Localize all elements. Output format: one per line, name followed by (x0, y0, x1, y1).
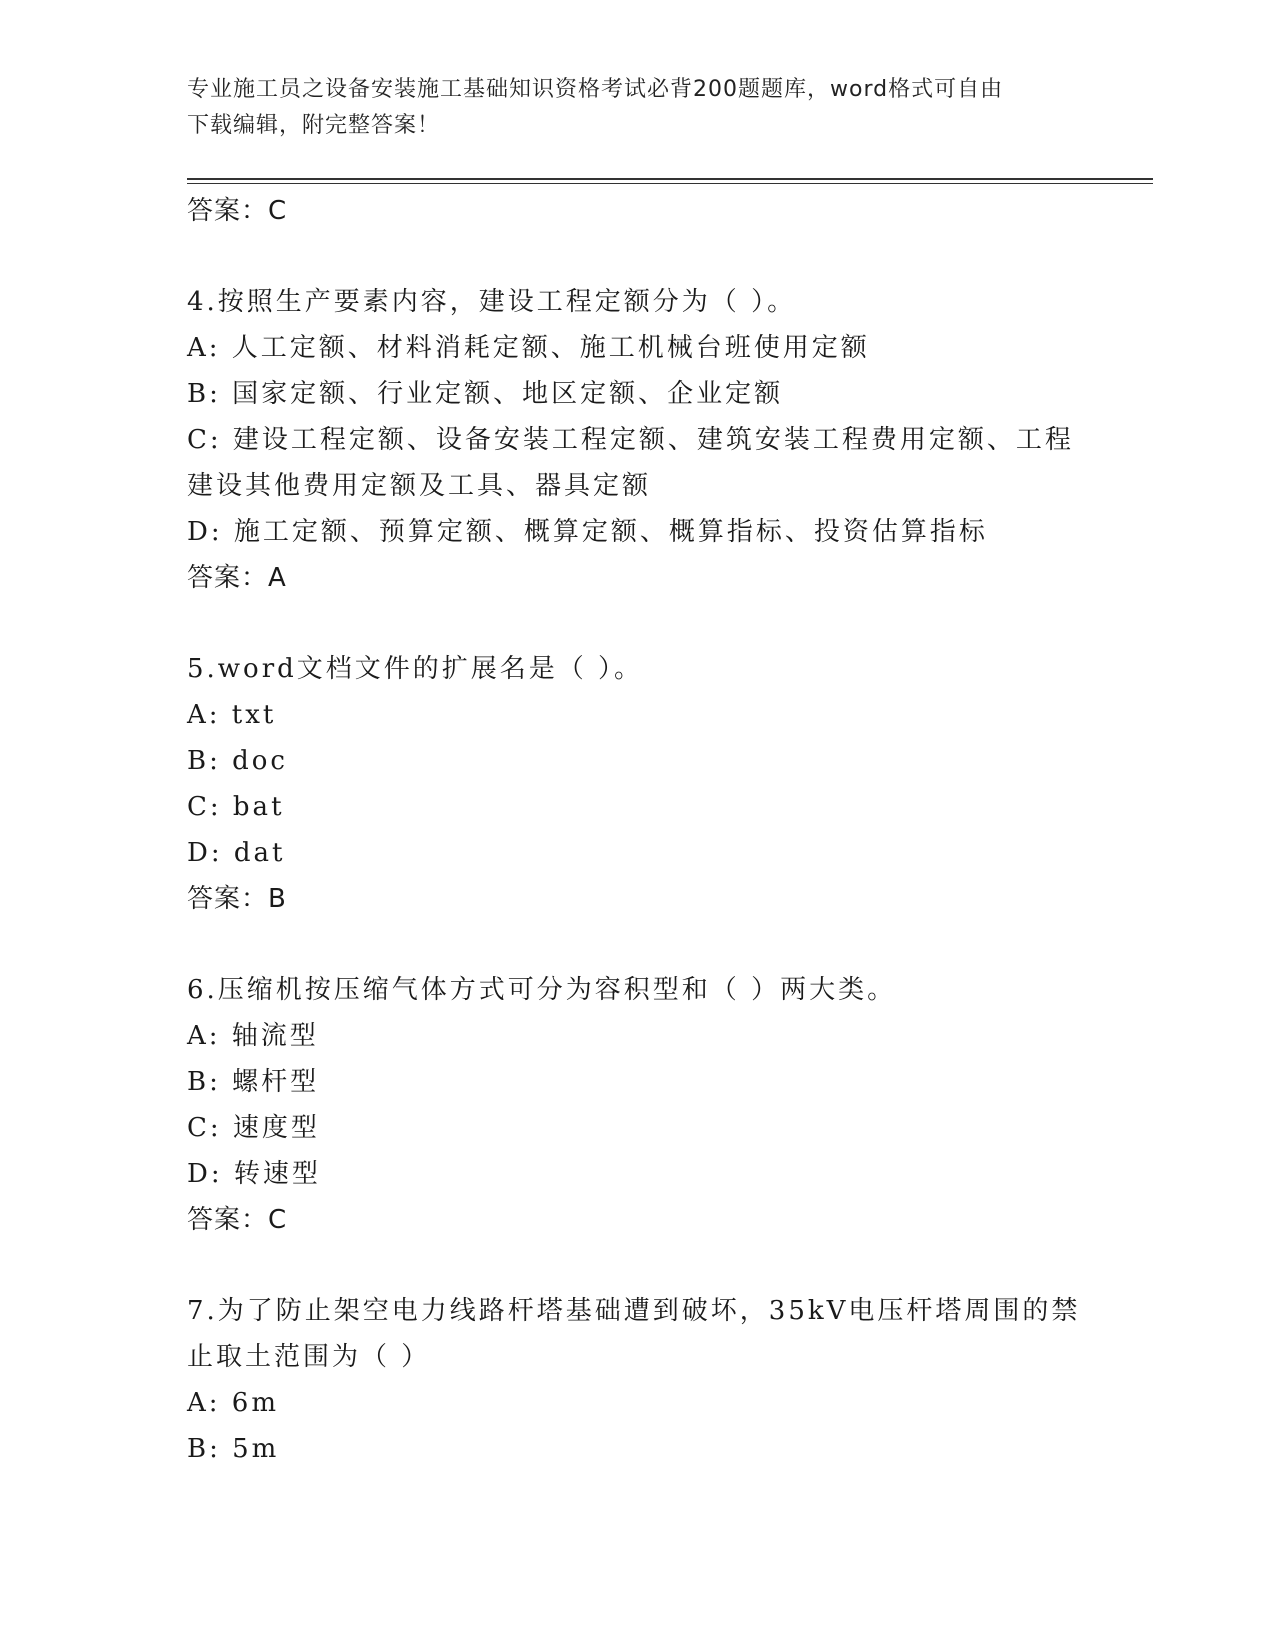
option-b: B: 国家定额、行业定额、地区定额、企业定额 (187, 379, 784, 409)
answer: 答案：C (187, 1205, 288, 1235)
option-b: B: doc (187, 746, 288, 776)
spacer (187, 922, 1087, 967)
answer: 答案：A (187, 563, 287, 593)
option-c: C: 速度型 (187, 1113, 320, 1143)
question-stem: 5.word文档文件的扩展名是（ ）。 (187, 654, 644, 684)
question-7 (187, 1288, 1087, 1472)
option-b: B: 螺杆型 (187, 1067, 320, 1097)
option-c: C: 建设工程定额、设备安装工程定额、建筑安装工程费用定额、工程 (187, 425, 1074, 455)
option-a: A: 人工定额、材料消耗定额、施工机械台班使用定额 (187, 333, 870, 363)
option-a: A: txt (187, 700, 277, 730)
option-c-continued: 建设其他费用定额及工具、器具定额 (187, 471, 652, 501)
question-stem: 4.按照生产要素内容，建设工程定额分为（ ）。 (187, 287, 797, 317)
option-b: B: 5m (187, 1434, 280, 1464)
previous-answer: 答案：C (187, 196, 288, 226)
question-4 (187, 279, 1087, 601)
spacer (187, 601, 1087, 646)
option-d: D: dat (187, 838, 286, 868)
question-5 (187, 646, 1087, 922)
answer: 答案：B (187, 884, 287, 914)
option-c: C: bat (187, 792, 285, 822)
document-header (187, 72, 1067, 144)
option-d: D: 转速型 (187, 1159, 321, 1189)
spacer (187, 1243, 1087, 1288)
question-stem: 6.压缩机按压缩气体方式可分为容积型和（ ）两大类。 (187, 975, 897, 1005)
question-6 (187, 967, 1087, 1243)
header-title-line-2: 下载编辑，附完整答案！ (187, 113, 441, 138)
question-stem: 7.为了防止架空电力线路杆塔基础遭到破坏，35kV电压杆塔周围的禁 (187, 1296, 1081, 1326)
header-divider-thin (187, 183, 1153, 184)
question-stem-continued: 止取土范围为（ ） (187, 1342, 431, 1372)
option-a: A: 轴流型 (187, 1021, 319, 1051)
option-a: A: 6m (187, 1388, 279, 1418)
header-title-line-1: 专业施工员之设备安装施工基础知识资格考试必背200题题库，word格式可自由 (187, 77, 1004, 102)
header-divider-thick (187, 178, 1153, 180)
question-list (187, 188, 1087, 1472)
option-d: D: 施工定额、预算定额、概算定额、概算指标、投资估算指标 (187, 517, 988, 547)
spacer (187, 234, 1087, 279)
